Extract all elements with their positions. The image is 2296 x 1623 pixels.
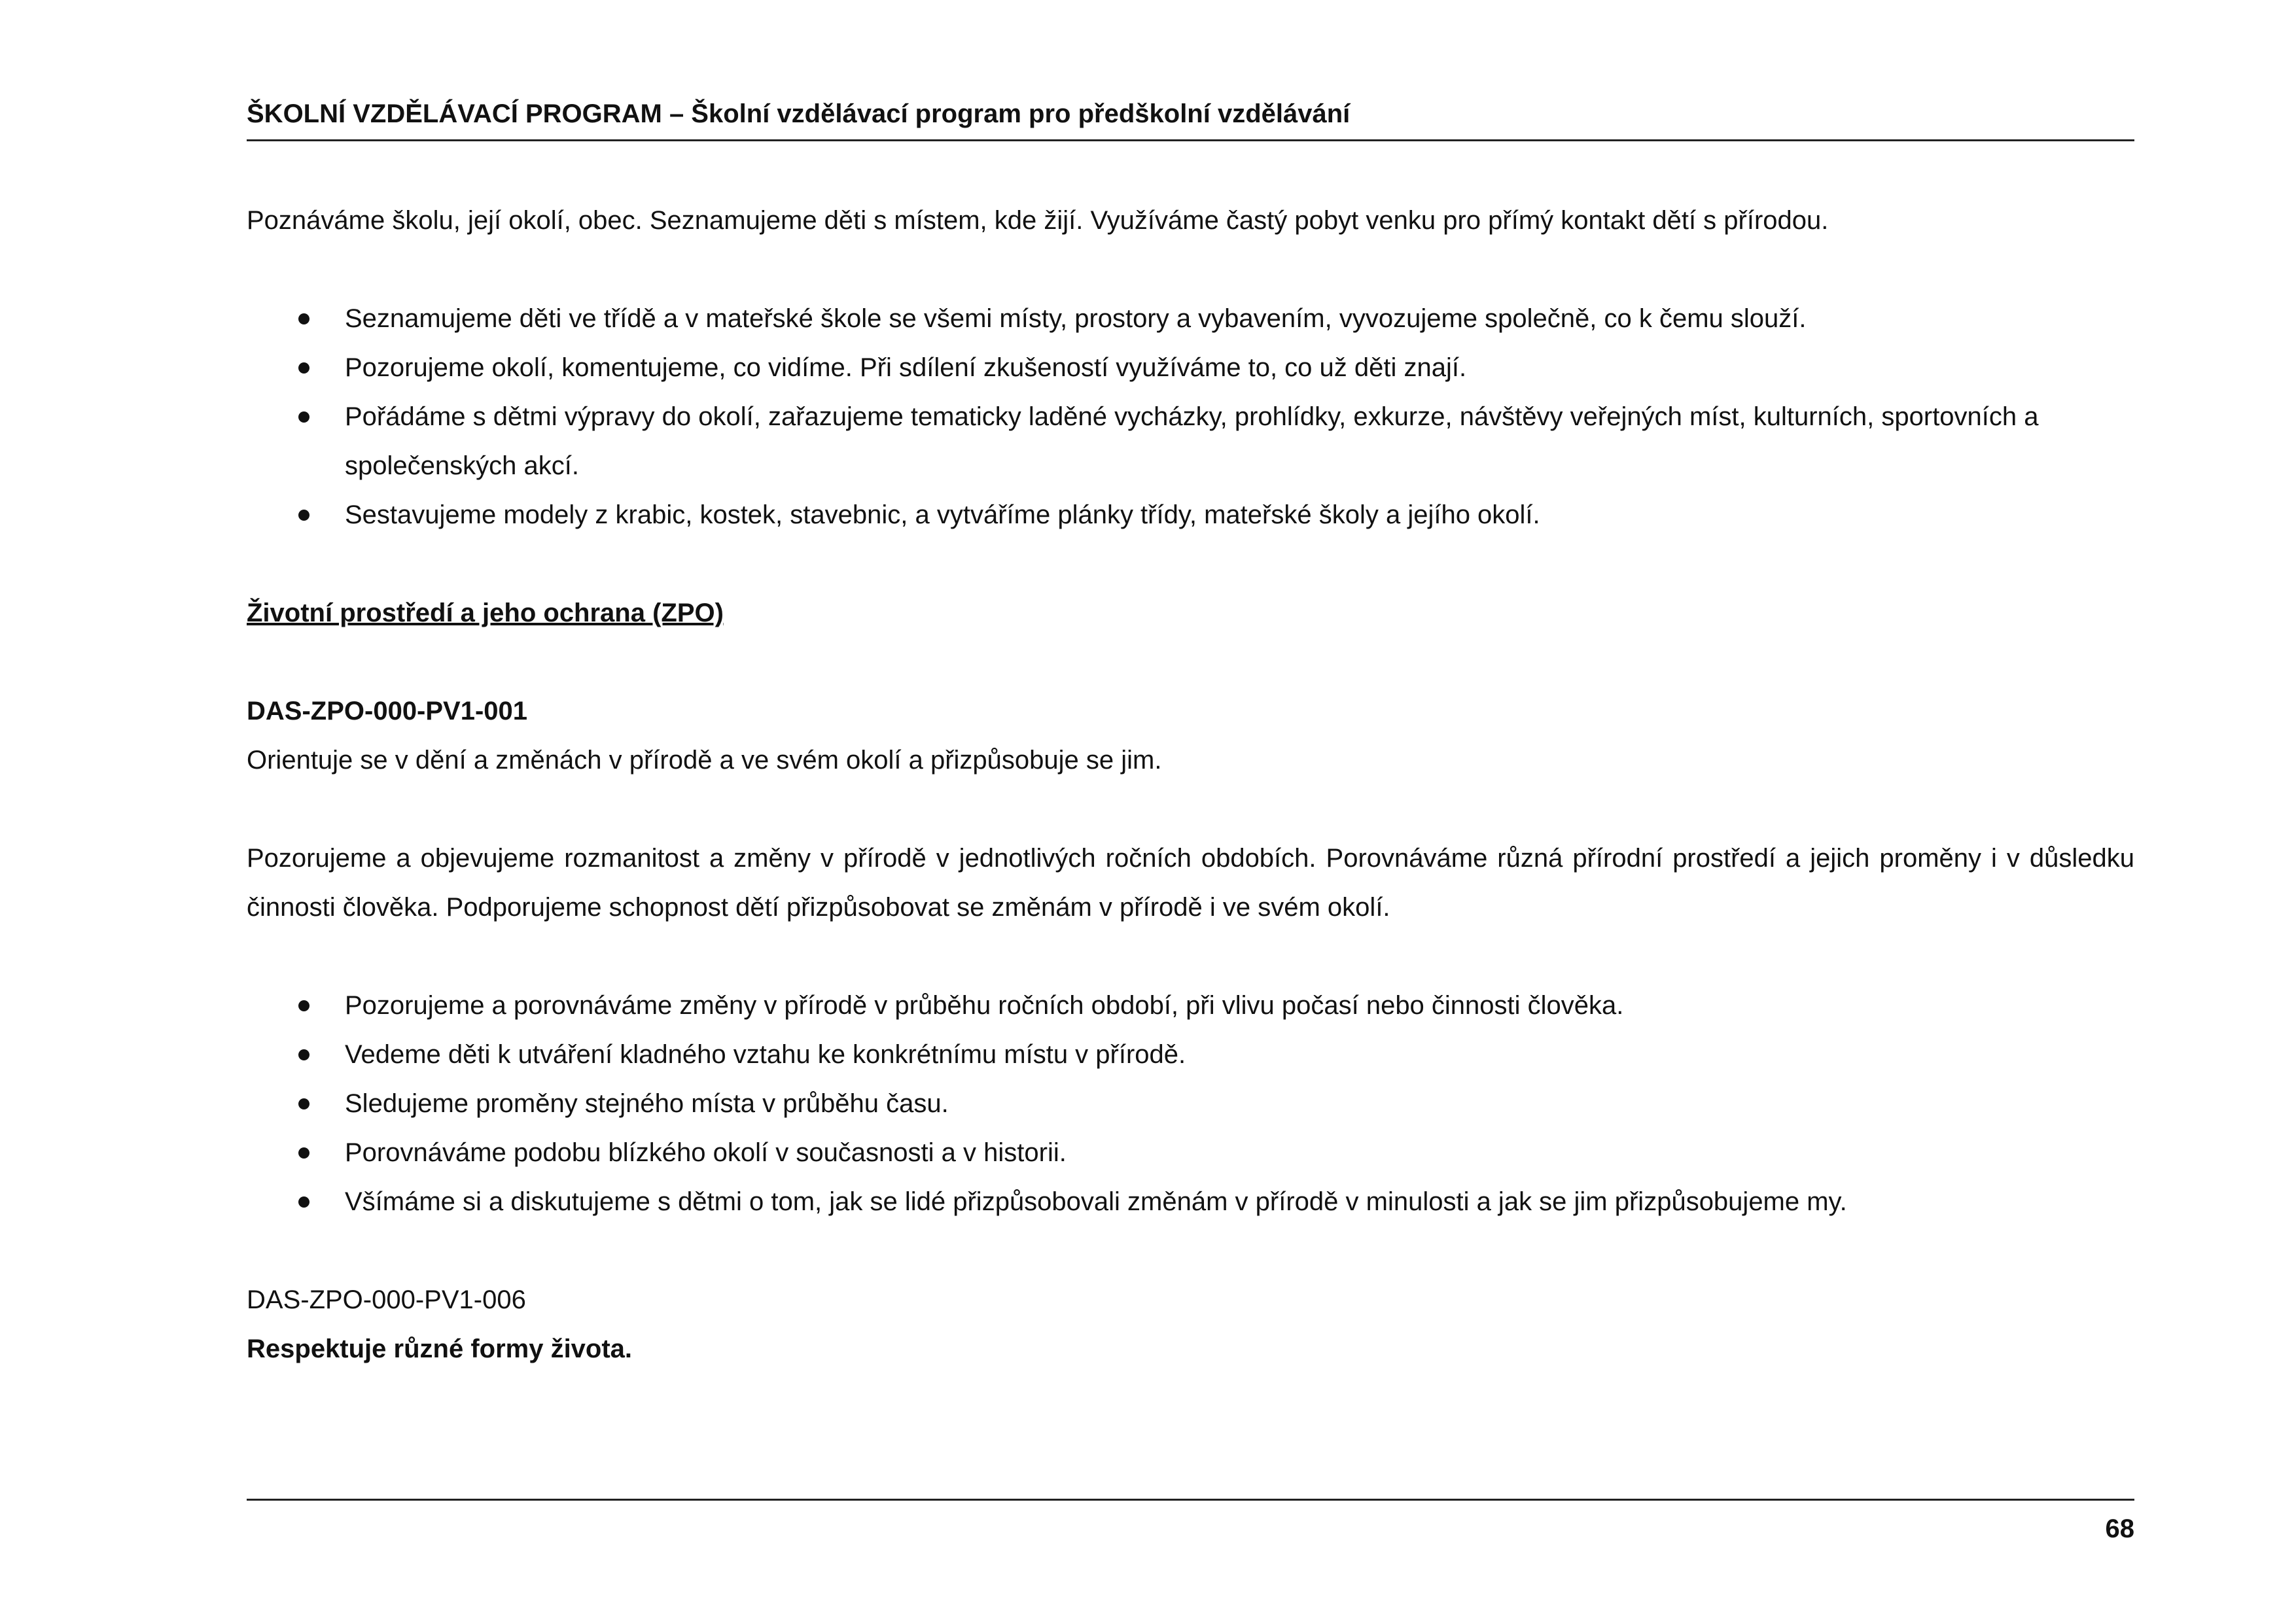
bullet-icon (298, 510, 309, 521)
bullet-icon (298, 411, 309, 423)
goal-code: DAS-ZPO-000-PV1-001 (247, 697, 528, 725)
bullet-icon (298, 1147, 309, 1159)
description-paragraph: Pozorujeme a objevujeme rozmanitost a změny v přírodě v jednotlivých ročních obdobích. Porovnáváme různá přírodní prostředí a jejich proměny i v důsledku činnosti člověka. Podporujeme schopnost dětí přizpůsobovat se změnám v přírodě i ve svém okolí. (247, 844, 2134, 922)
list-item: Všímáme si a diskutujeme s dětmi o tom, jak se lidé přizpůsobovali změnám v přírodě v minulosti a jak se jim přizpůsobujeme my. (247, 1178, 2134, 1227)
page-content (247, 196, 2134, 1374)
list-item: Sestavujeme modely z krabic, kostek, stavebnic, a vytváříme plánky třídy, mateřské školy a jejího okolí. (247, 491, 2134, 540)
bullet-icon (298, 1196, 309, 1208)
activities-list-1 (247, 294, 2134, 540)
bullet-icon (298, 362, 309, 374)
list-item: Pozorujeme okolí, komentujeme, co vidíme. Při sdílení zkušeností využíváme to, co už děti znají. (247, 343, 2134, 393)
bullet-icon (298, 1098, 309, 1109)
goal-code: DAS-ZPO-000-PV1-006 (247, 1285, 526, 1314)
document-header-title: ŠKOLNÍ VZDĚLÁVACÍ PROGRAM – Školní vzdělávací program pro předškolní vzdělávání (247, 99, 1351, 128)
header-rule (247, 139, 2134, 141)
intro-paragraph: Poznáváme školu, její okolí, obec. Seznamujeme děti s místem, kde žijí. Využíváme častý pobyt venku pro přímý kontakt dětí s přírodou. (247, 206, 1829, 235)
list-item: Pozorujeme a porovnáváme změny v přírodě v průběhu ročních období, při vlivu počasí nebo činnosti člověka. (247, 981, 2134, 1030)
bullet-icon (298, 313, 309, 324)
footer-rule (247, 1499, 2134, 1501)
goal-text: Orientuje se v dění a změnách v přírodě a ve svém okolí a přizpůsobuje se jim. (247, 746, 1162, 775)
bullet-icon (298, 1000, 309, 1011)
activities-list-2 (247, 981, 2134, 1227)
list-item: Vedeme děti k utváření kladného vztahu ke konkrétnímu místu v přírodě. (247, 1030, 2134, 1079)
list-item: Porovnáváme podobu blízkého okolí v současnosti a v historii. (247, 1128, 2134, 1178)
list-item: Seznamujeme děti ve třídě a v mateřské škole se všemi místy, prostory a vybavením, vyvozujeme společně, co k čemu slouží. (247, 294, 2134, 343)
bullet-icon (298, 1049, 309, 1060)
section-title: Životní prostředí a jeho ochrana (ZPO) (247, 599, 724, 627)
page-number: 68 (2105, 1514, 2134, 1543)
list-item: Sledujeme proměny stejného místa v průběhu času. (247, 1079, 2134, 1128)
goal-text: Respektuje různé formy života. (247, 1335, 633, 1363)
list-item: Pořádáme s dětmi výpravy do okolí, zařazujeme tematicky laděné vycházky, prohlídky, exkurze, návštěvy veřejných míst, kulturních, sportovních a společenských akcí. (247, 393, 2134, 491)
